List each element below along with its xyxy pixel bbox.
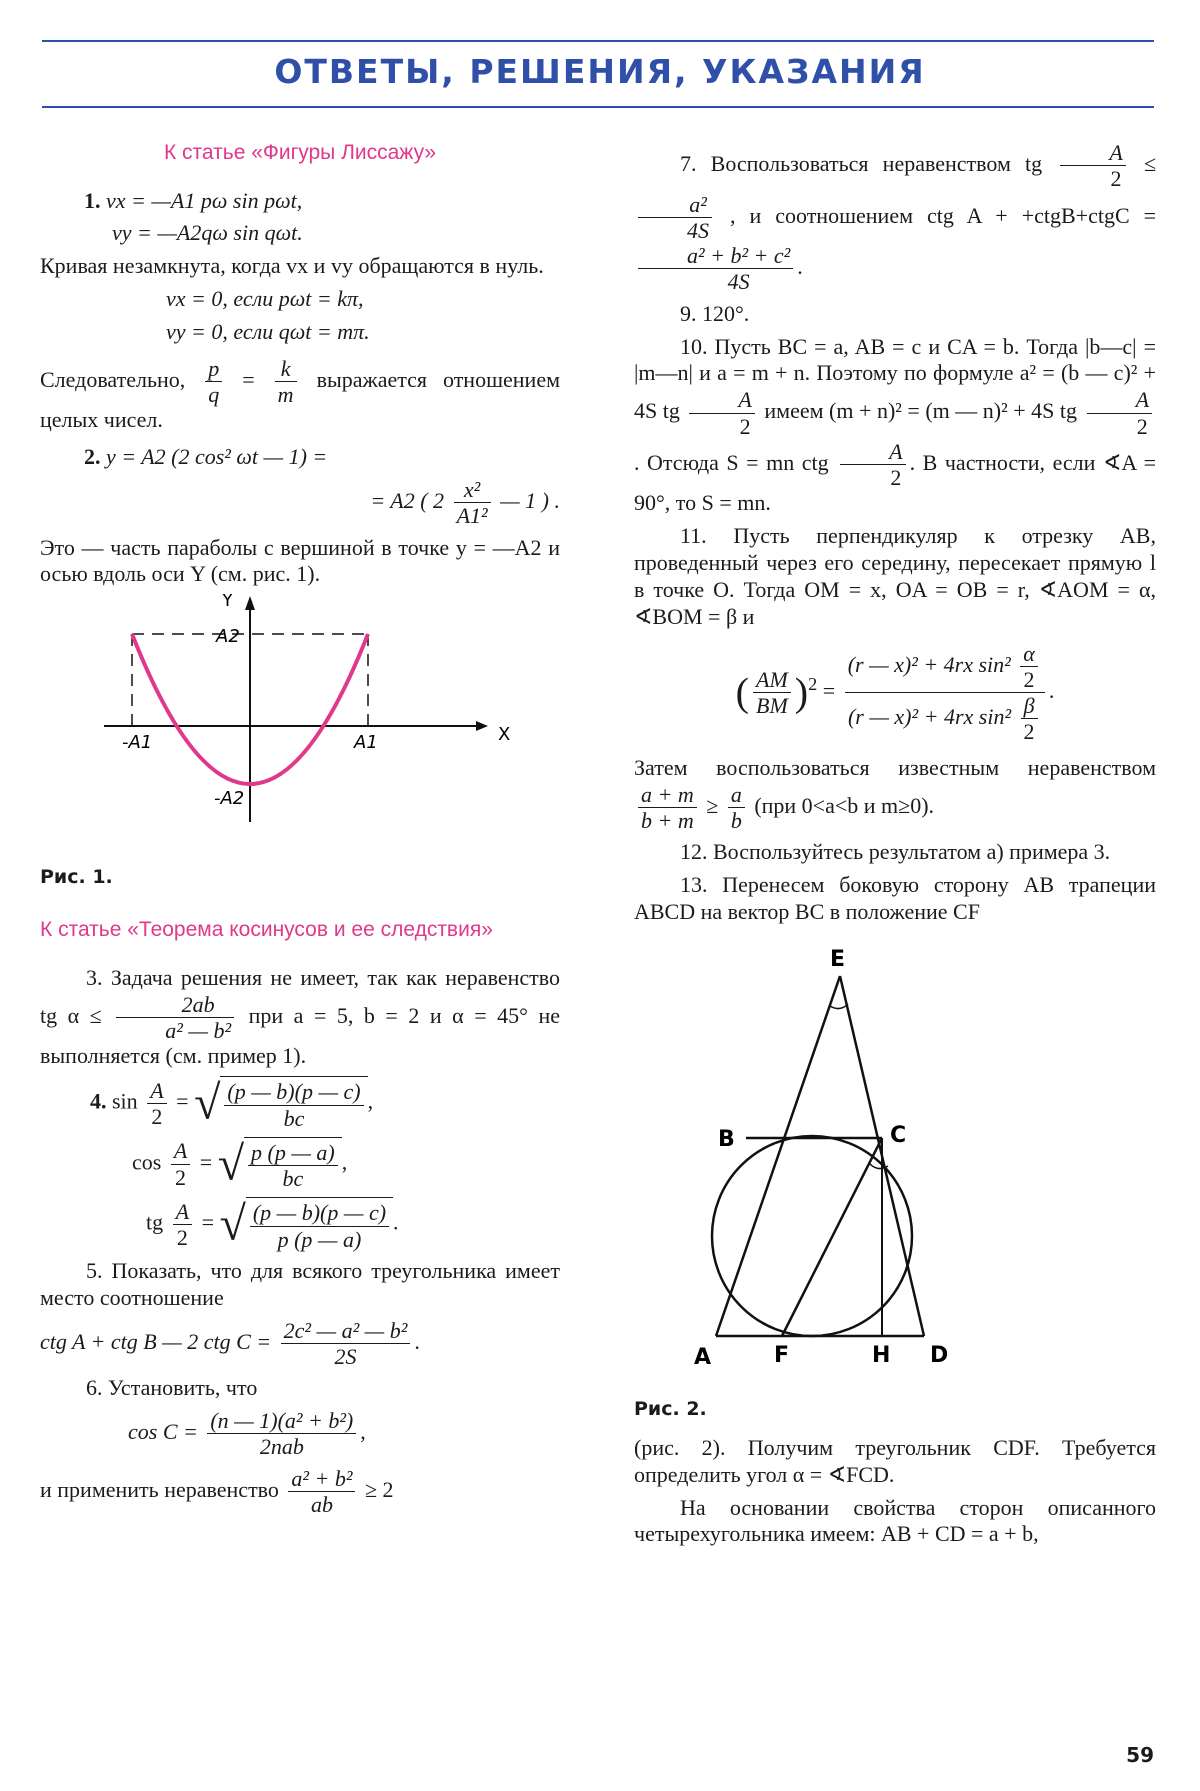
figure-2-caption: Рис. 2. xyxy=(634,1397,707,1420)
label-a: A xyxy=(694,1344,712,1370)
problem-6: 6. Установить, что xyxy=(86,1375,258,1401)
section-title-cosine: К статье «Теорема косинусов и ее следствия» xyxy=(40,918,493,942)
segment-cf xyxy=(782,1138,882,1336)
problem-11-eq: ( $\frac{AM}{BM}$ )$^2$ = (r — x)² + 4rx sin² $\frac{\alpha}{2}$ (r — x)² + 4rx sin² $\frac{\beta}{2}$ . xyxy=(735,640,1055,745)
problem-11: 11. Пусть перпендикуляр к отрезку AB, проведенный через его середину, пересекает прямую l в точке O. Тогда OM = x, OA = OB = r, ∢AOM = α, ∢BOM = β и xyxy=(634,523,1156,629)
label-b: B xyxy=(718,1126,735,1152)
label-neg-a2: -A2 xyxy=(214,788,245,810)
problem-4-cos: cos $\frac{A}{2}$ = √ $\frac{p (p — a)}{bc}$ , xyxy=(132,1137,348,1192)
label-y: Y xyxy=(222,594,233,612)
label-x: X xyxy=(498,724,511,746)
problem-2-eq1: 2. y = A2 (2 cos² ωt — 1) = xyxy=(84,444,328,470)
problem-13: 13. Перенесем боковую сторону AB трапеции ABCD на вектор BC в положение CF xyxy=(634,872,1156,924)
page-title: ОТВЕТЫ, РЕШЕНИЯ, УКАЗАНИЯ xyxy=(274,52,926,91)
problem-1-eq4: vy = 0, если qωt = mπ. xyxy=(166,318,370,344)
problem-7: 7. Воспользоваться неравенством tg $\frac{A}{2}$ ≤ $\frac{\text{a²}}{4S}$ , и соотношением ctg A + +ctgB+ctgC = $\frac{\text{a² + b² + c²}}{4S}$ . xyxy=(634,140,1156,295)
problem-4-sin: 4. sin $\frac{A}{2}$ = √ $\frac{(p — b)(p — c)}{bc}$ , xyxy=(90,1076,374,1131)
header-rule-bottom xyxy=(42,106,1154,108)
problem-3: 3. Задача решения не имеет, так как неравенство tg α ≤ $\frac{2ab}{\text{a² — b²}}$ при a = 5, b = 2 и α = 45° не выполняется (см. пример 1). xyxy=(40,965,561,1069)
problem-10: 10. Пусть BC = a, AB = c и CA = b. Тогда |b—c| = |m—n| и a = m + n. Поэтому по формуле a² = (b — c)² + 4S tg $\frac{A}{2}$ имеем (m + n)² = (m — n)² + 4S tg $\frac{A}{2}$ . Отсюда S = mn ctg $\frac{A}{2}$ . В частности, если ∢A = 90°, то S = mn. xyxy=(634,333,1157,516)
page-number: 59 xyxy=(1126,1743,1154,1767)
problem-2-text: Это — часть параболы с вершиной в точке y = —A2 и осью вдоль оси Y (см. рис. 1). xyxy=(40,534,560,587)
problem-5: 5. Показать, что для всякого треугольника имеет место соотношение xyxy=(40,1258,560,1310)
problem-13-cont: (рис. 2). Получим треугольник CDF. Требуется определить угол α = ∢FCD. xyxy=(634,1434,1156,1487)
problem-12: 12. Воспользуйтесь результатом а) примера 3. xyxy=(680,839,1111,865)
label-neg-a1: -A1 xyxy=(122,732,153,754)
label-h: H xyxy=(872,1342,891,1368)
label-c: C xyxy=(890,1122,907,1148)
side-ae xyxy=(716,976,840,1336)
label-d: D xyxy=(930,1342,949,1368)
label-e: E xyxy=(830,946,846,972)
problem-6-inequality: и применить неравенство $\frac{\text{a² + b²}}{ab}$ ≥ 2 xyxy=(40,1465,394,1518)
angle-e-arc xyxy=(830,1004,848,1009)
problem-1-eq1: 1. vx = —A1 pω sin pωt, xyxy=(84,187,303,213)
label-f: F xyxy=(774,1342,790,1368)
problem-6-eq: cos C = $\frac{\text{(n — 1)(a² + b²)}}{\text{2nab}}$ , xyxy=(128,1408,366,1460)
right-column xyxy=(634,140,1156,1554)
problem-5-eq: ctg A + ctg B — 2 ctg C = $\frac{\text{2c² — a² — b²}}{2S}$ . xyxy=(40,1317,420,1370)
problem-11-after: Затем воспользоваться известным неравенством $\frac{a + m}{b + m}$ ≥ $\frac{a}{b}$ (при 0<a<b и m≥0). xyxy=(634,754,1156,833)
header-rule-top xyxy=(42,40,1154,42)
figure-2-trapezoid xyxy=(634,936,1156,1396)
problem-1-eq2: vy = —A2qω sin qωt. xyxy=(112,220,303,246)
problem-4-tg: tg $\frac{A}{2}$ = √ $\frac{(p — b)(p — c)}{p (p — a)}$ . xyxy=(146,1197,399,1252)
label-a2: A2 xyxy=(216,626,240,648)
problem-13-last: На основании свойства сторон описанного четырехугольника имеем: AB + CD = a + b, xyxy=(634,1494,1156,1547)
y-axis-arrow xyxy=(245,596,255,610)
problem-1-eq3: vx = 0, если pωt = kπ, xyxy=(166,286,364,312)
figure-1-parabola xyxy=(40,594,560,864)
left-column xyxy=(40,140,560,1523)
figure-1-caption: Рис. 1. xyxy=(40,866,113,889)
problem-2-eq2: = A2 ( 2 $\frac{\text{x²}}{\text{A1²}}$ — 1 ) . xyxy=(370,477,560,529)
problem-1-conclusion: Следовательно, $\frac{p}{q}$ = $\frac{k}{m}$ выражается отношением целых чисел. xyxy=(40,355,561,433)
label-a1: A1 xyxy=(354,732,378,754)
x-axis-arrow xyxy=(476,721,488,731)
section-title-lissajous: К статье «Фигуры Лиссажу» xyxy=(163,141,437,164)
problem-9: 9. 120°. xyxy=(680,300,750,326)
problem-1-text: Кривая незамкнута, когда vx и vy обращаются в нуль. xyxy=(40,253,544,279)
